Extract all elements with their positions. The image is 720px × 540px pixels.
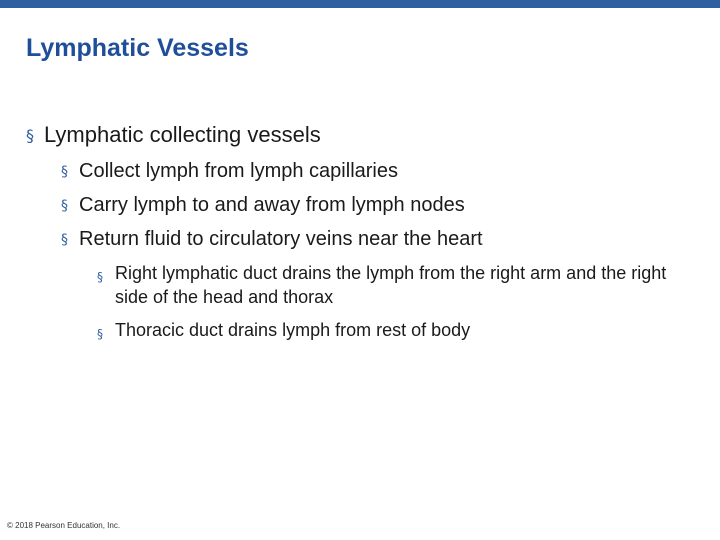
bullet-level2-text: Carry lymph to and away from lymph nodes: [79, 194, 465, 216]
section-bullet-icon: §: [61, 198, 68, 214]
bullet-level3-text: Thoracic duct drains lymph from rest of body: [115, 320, 471, 340]
bullet-level3-item: [97, 318, 687, 346]
bullet-level2-item: [61, 160, 398, 183]
copyright-footer: © 2018 Pearson Education, Inc.: [7, 521, 121, 530]
bullet-level2-item: [61, 228, 483, 251]
bullet-level3-item: [97, 261, 687, 309]
section-bullet-icon: §: [97, 327, 103, 341]
slide-title: Lymphatic Vessels: [26, 34, 249, 62]
bullet-level3-text: Right lymphatic duct drains the lymph from the right arm and the right side of the head and thorax: [115, 263, 667, 307]
section-bullet-icon: §: [26, 126, 34, 145]
bullet-level1-text: Lymphatic collecting vessels: [44, 122, 321, 147]
section-bullet-icon: §: [61, 232, 68, 248]
bullet-level2-text: Collect lymph from lymph capillaries: [79, 160, 398, 182]
section-bullet-icon: §: [97, 270, 103, 284]
section-bullet-icon: §: [61, 164, 68, 180]
bullet-level2-text: Return fluid to circulatory veins near the heart: [79, 228, 483, 250]
bullet-level2-item: [61, 194, 465, 217]
top-accent-bar: [0, 0, 720, 8]
bullet-level1-item: [26, 122, 321, 148]
